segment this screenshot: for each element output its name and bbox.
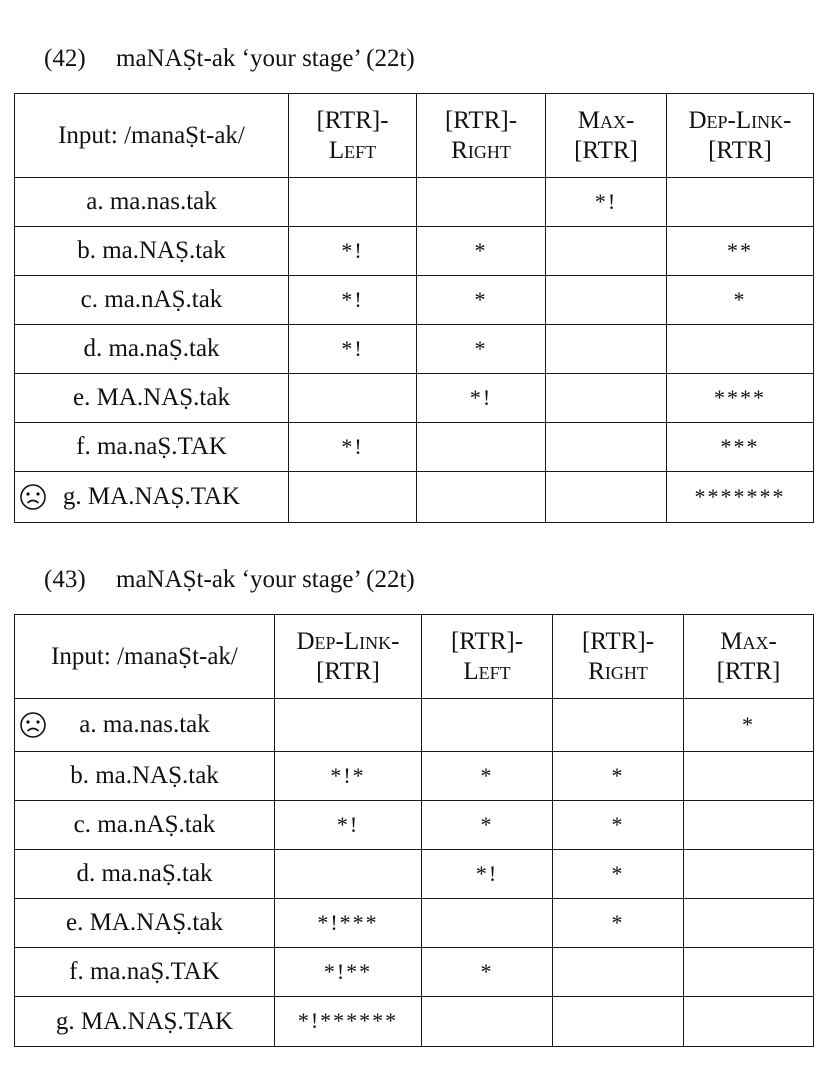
constraint-line2: [RTR] bbox=[716, 657, 781, 685]
violation-mark bbox=[553, 948, 684, 997]
candidate-row bbox=[15, 801, 814, 850]
tableau-42-number: (42) bbox=[44, 45, 86, 72]
candidate-cell bbox=[15, 801, 275, 850]
violation-mark: * bbox=[417, 227, 546, 276]
violation-mark: *! bbox=[289, 276, 417, 325]
candidate-cell bbox=[15, 178, 289, 227]
sad-face-icon bbox=[19, 711, 47, 739]
constraint-line1: Max- bbox=[720, 627, 777, 655]
violation-mark bbox=[546, 423, 667, 472]
violation-mark bbox=[553, 997, 684, 1047]
violation-mark bbox=[684, 948, 814, 997]
candidate-row bbox=[15, 227, 814, 276]
candidate-label: b. ma.NAṢ.tak bbox=[77, 237, 226, 264]
violation-mark: *!* bbox=[275, 752, 422, 801]
violation-mark bbox=[553, 699, 684, 752]
violation-mark: * bbox=[684, 699, 814, 752]
violation-mark bbox=[684, 801, 814, 850]
candidate-cell bbox=[15, 276, 289, 325]
violation-mark: *! bbox=[417, 374, 546, 423]
tableau-42-constraint bbox=[289, 94, 417, 178]
violation-mark: *! bbox=[422, 850, 553, 899]
tableau-43-title: maNAṢt-ak ‘your stage’ (22t) bbox=[116, 566, 415, 593]
tableau-43-constraint bbox=[684, 615, 814, 699]
violation-mark: * bbox=[553, 899, 684, 948]
candidate-label: f. ma.naṢ.TAK bbox=[69, 958, 220, 985]
violation-mark bbox=[275, 850, 422, 899]
tableau-42 bbox=[14, 93, 814, 523]
violation-mark: * bbox=[553, 752, 684, 801]
violation-mark bbox=[684, 850, 814, 899]
candidate-cell bbox=[15, 472, 289, 523]
candidate-row bbox=[15, 752, 814, 801]
candidate-row bbox=[15, 423, 814, 472]
candidate-row bbox=[15, 997, 814, 1047]
candidate-label: d. ma.naṢ.tak bbox=[83, 335, 220, 362]
tableau-43 bbox=[14, 614, 814, 1047]
violation-mark bbox=[684, 752, 814, 801]
violation-mark bbox=[546, 227, 667, 276]
tableau-43-constraint bbox=[275, 615, 422, 699]
tableau-42-constraint bbox=[546, 94, 667, 178]
candidate-label: g. MA.NAṢ.TAK bbox=[55, 1007, 234, 1035]
violation-mark: ******* bbox=[667, 472, 814, 523]
candidate-label: a. ma.nas.tak bbox=[86, 188, 217, 215]
violation-mark: **** bbox=[667, 374, 814, 423]
constraint-line2: [RTR] bbox=[574, 136, 638, 164]
candidate-row bbox=[15, 472, 814, 523]
constraint-line2: Left bbox=[463, 657, 511, 685]
candidate-row bbox=[15, 699, 814, 752]
candidate-cell bbox=[15, 699, 275, 752]
violation-mark bbox=[417, 423, 546, 472]
candidate-label: e. MA.NAṢ.tak bbox=[66, 909, 223, 936]
sad-face-icon bbox=[19, 483, 47, 511]
candidate-label: e. MA.NAṢ.tak bbox=[73, 384, 230, 411]
violation-mark: *!****** bbox=[275, 997, 422, 1047]
tableau-42-constraint bbox=[417, 94, 546, 178]
violation-mark bbox=[422, 699, 553, 752]
candidate-label: d. ma.naṢ.tak bbox=[76, 860, 213, 887]
constraint-line1: [RTR]- bbox=[581, 627, 655, 655]
constraint-line2: [RTR] bbox=[316, 657, 380, 685]
violation-mark: * bbox=[422, 948, 553, 997]
tableau-42-header-row bbox=[15, 94, 814, 178]
tableau-42-input: Input: /manaṢt-ak/ bbox=[15, 94, 289, 178]
tableau-43-number: (43) bbox=[44, 566, 86, 593]
constraint-line1: Dep-Link- bbox=[296, 627, 400, 655]
violation-mark bbox=[289, 178, 417, 227]
candidate-row bbox=[15, 276, 814, 325]
violation-mark bbox=[667, 325, 814, 374]
constraint-line1: [RTR]- bbox=[444, 106, 518, 134]
candidate-label: g. MA.NAṢ.TAK bbox=[62, 483, 241, 510]
violation-mark bbox=[546, 374, 667, 423]
tableau-42-title: maNAṢt-ak ‘your stage’ (22t) bbox=[116, 45, 415, 72]
candidate-cell bbox=[15, 374, 289, 423]
tableau-43-input: Input: /manaṢt-ak/ bbox=[15, 615, 275, 699]
violation-mark: *! bbox=[275, 801, 422, 850]
candidate-cell bbox=[15, 997, 275, 1047]
tableau-43-caption bbox=[44, 567, 415, 592]
candidate-cell bbox=[15, 423, 289, 472]
constraint-line1: Max- bbox=[577, 106, 635, 134]
violation-mark: *! bbox=[289, 325, 417, 374]
violation-mark bbox=[289, 472, 417, 523]
candidate-row bbox=[15, 850, 814, 899]
violation-mark bbox=[667, 178, 814, 227]
violation-mark bbox=[275, 699, 422, 752]
violation-mark bbox=[684, 997, 814, 1047]
constraint-line1: Dep-Link- bbox=[688, 106, 792, 134]
violation-mark: * bbox=[422, 752, 553, 801]
candidate-row bbox=[15, 325, 814, 374]
candidate-cell bbox=[15, 227, 289, 276]
candidate-row bbox=[15, 948, 814, 997]
constraint-line1: [RTR]- bbox=[316, 106, 389, 134]
tableau-43-constraint bbox=[422, 615, 553, 699]
candidate-label: f. ma.naṢ.TAK bbox=[76, 433, 227, 460]
candidate-label: a. ma.nas.tak bbox=[79, 711, 210, 738]
violation-mark: * bbox=[667, 276, 814, 325]
candidate-cell bbox=[15, 752, 275, 801]
violation-mark bbox=[289, 374, 417, 423]
violation-mark: *!** bbox=[275, 948, 422, 997]
violation-mark bbox=[546, 325, 667, 374]
candidate-cell bbox=[15, 948, 275, 997]
constraint-line2: Left bbox=[328, 136, 377, 164]
violation-mark bbox=[422, 899, 553, 948]
violation-mark: * bbox=[553, 801, 684, 850]
violation-mark: *! bbox=[546, 178, 667, 227]
violation-mark: * bbox=[417, 276, 546, 325]
violation-mark: *** bbox=[667, 423, 814, 472]
candidate-label: c. ma.nAṢ.tak bbox=[73, 811, 216, 838]
violation-mark: *! bbox=[289, 423, 417, 472]
violation-mark: *! bbox=[289, 227, 417, 276]
candidate-label: b. ma.NAṢ.tak bbox=[70, 762, 219, 789]
violation-mark bbox=[546, 276, 667, 325]
constraint-line2: Right bbox=[451, 136, 511, 164]
tableau-43-header-row bbox=[15, 615, 814, 699]
violation-mark: *!*** bbox=[275, 899, 422, 948]
violation-mark: ** bbox=[667, 227, 814, 276]
candidate-cell bbox=[15, 850, 275, 899]
violation-mark bbox=[417, 472, 546, 523]
constraint-line2: Right bbox=[588, 657, 648, 685]
violation-mark bbox=[417, 178, 546, 227]
violation-mark bbox=[684, 899, 814, 948]
violation-mark: * bbox=[417, 325, 546, 374]
violation-mark: * bbox=[422, 801, 553, 850]
candidate-cell bbox=[15, 325, 289, 374]
candidate-row bbox=[15, 178, 814, 227]
candidate-label: c. ma.nAṢ.tak bbox=[80, 286, 223, 313]
constraint-line2: [RTR] bbox=[708, 136, 772, 164]
tableau-42-constraint bbox=[667, 94, 814, 178]
candidate-cell bbox=[15, 899, 275, 948]
tableau-43-constraint bbox=[553, 615, 684, 699]
violation-mark bbox=[546, 472, 667, 523]
violation-mark: * bbox=[553, 850, 684, 899]
constraint-line1: [RTR]- bbox=[450, 627, 524, 655]
candidate-row bbox=[15, 899, 814, 948]
tableau-42-caption bbox=[44, 46, 415, 71]
candidate-row bbox=[15, 374, 814, 423]
violation-mark bbox=[422, 997, 553, 1047]
